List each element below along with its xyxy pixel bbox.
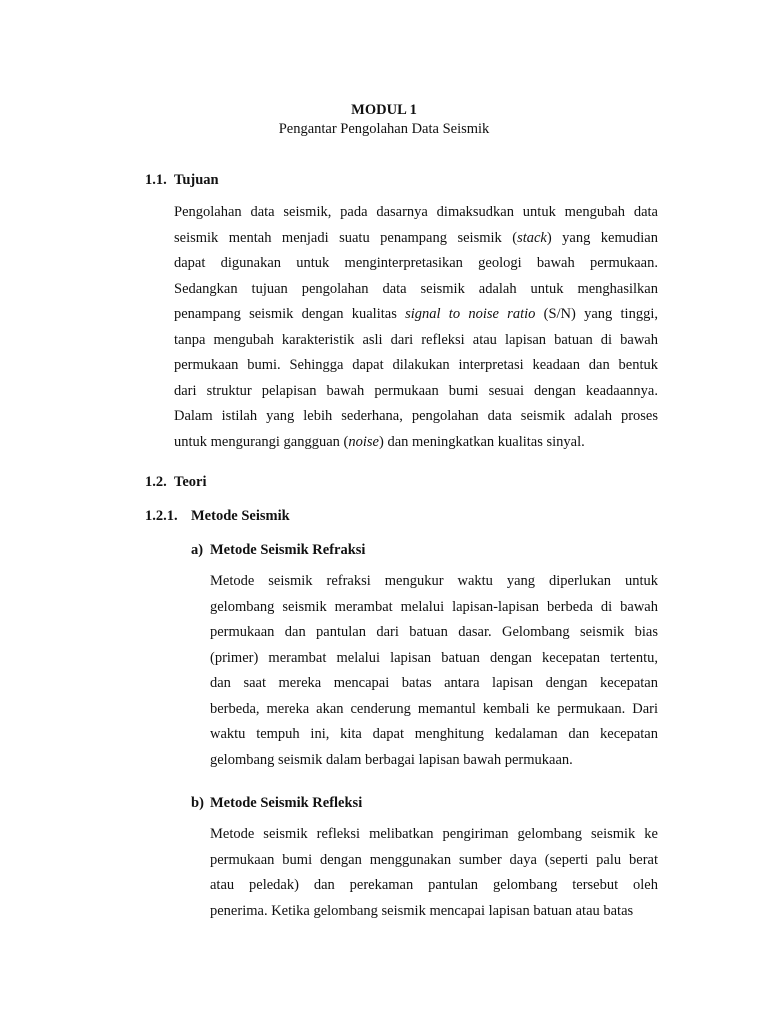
text-run: dapat digunakan untuk menginterpretasikan geologi bawah permukaan. <box>174 255 658 271</box>
module-subtitle: Pengantar Pengolahan Data Seismik <box>278 121 490 137</box>
heading-number: b) <box>191 795 204 811</box>
text-run: penerima. Ketika gelombang seismik mencapai lapisan batuan atau batas <box>210 902 634 919</box>
text-line <box>174 251 658 277</box>
heading-number: 1.2.1. <box>145 508 178 524</box>
heading-number: 1.1. <box>145 172 167 188</box>
text-line <box>210 873 658 899</box>
heading-label: Metode Seismik Refraksi <box>210 542 366 558</box>
text-line <box>210 748 658 774</box>
text-run: waktu tempuh ini, kita dapat menghitung kedalaman dan kecepatan <box>210 726 658 742</box>
heading-label: Teori <box>174 474 207 490</box>
italic-term: signal to noise ratio <box>405 306 536 322</box>
heading-label: Metode Seismik Refleksi <box>210 795 363 811</box>
text-run: Dalam istilah yang lebih sederhana, pengolahan data seismik adalah proses <box>174 408 658 424</box>
text-run: seismik mentah menjadi suatu penampang seismik ( <box>174 229 518 246</box>
text-run: gelombang seismik merambat melalui lapisan-lapisan berbeda di bawah <box>210 598 658 615</box>
text-line <box>174 302 658 328</box>
text-run: dari struktur pelapisan bawah permukaan bumi sesuai dengan keadaannya. <box>174 382 658 399</box>
text-run: ) yang kemudian <box>546 229 658 246</box>
text-run: atau peledak) dan perekaman pantulan gelombang tersebut oleh <box>210 877 658 893</box>
text-run: dan saat mereka mencapai batas antara lapisan dengan kecepatan <box>210 675 658 691</box>
text-run: ) dan meningkatkan kualitas sinyal. <box>378 433 585 450</box>
text-run: gelombang seismik dalam berbagai lapisan bawah permukaan. <box>210 751 573 768</box>
text-line <box>210 620 658 646</box>
text-line <box>174 328 658 354</box>
heading-number: 1.2. <box>145 474 167 490</box>
heading-number: a) <box>191 542 204 558</box>
module-title: MODUL 1 <box>351 102 417 118</box>
text-line <box>174 404 658 430</box>
text-run: berbeda, mereka akan cenderung memantul kembali ke permukaan. Dari <box>210 700 658 717</box>
text-line <box>174 379 658 405</box>
heading-a <box>191 542 365 559</box>
text-run: Pengolahan data seismik, pada dasarnya dimaksudkan untuk mengubah data <box>174 204 658 220</box>
text-run: (primer) merambat melalui lapisan batuan dengan kecepatan tertentu, <box>210 649 658 666</box>
heading-b <box>191 795 362 812</box>
text-line <box>210 848 658 874</box>
text-run: penampang seismik dengan kualitas <box>174 306 406 322</box>
text-line <box>174 430 658 456</box>
text-run: permukaan dan pantulan dari batuan dasar. Gelombang seismik bias <box>210 624 658 640</box>
paragraph-refleksi <box>210 822 658 924</box>
text-line <box>210 569 658 595</box>
text-run: Metode seismik refleksi melibatkan pengiriman gelombang seismik ke <box>210 826 658 842</box>
text-run: untuk mengurangi gangguan ( <box>174 433 349 450</box>
text-line <box>210 595 658 621</box>
text-line <box>174 353 658 379</box>
text-line <box>174 226 658 252</box>
text-line <box>210 671 658 697</box>
paragraph-tujuan <box>174 200 658 455</box>
heading-1-2-1 <box>145 508 290 525</box>
text-run: permukaan bumi. Sehingga dapat dilakukan interpretasi keadaan dan bentuk <box>174 357 658 373</box>
text-line <box>174 200 658 226</box>
text-run: tanpa mengubah karakteristik asli dari refleksi atau lapisan batuan di bawah <box>174 331 658 348</box>
text-run: permukaan bumi dengan menggunakan sumber daya (seperti palu berat <box>210 851 658 868</box>
heading-label: Tujuan <box>174 172 219 188</box>
text-line <box>174 277 658 303</box>
text-run: Sedangkan tujuan pengolahan data seismik adalah untuk menghasilkan <box>174 280 658 297</box>
italic-term: stack <box>517 229 547 246</box>
heading-1-2 <box>145 474 207 491</box>
text-run: Metode seismik refraksi mengukur waktu yang diperlukan untuk <box>210 573 658 589</box>
italic-term: noise <box>348 433 379 450</box>
text-run: (S/N) yang tinggi, <box>535 306 658 322</box>
text-line <box>210 899 658 925</box>
text-line <box>210 822 658 848</box>
text-line <box>210 722 658 748</box>
heading-1-1 <box>145 172 219 189</box>
heading-label: Metode Seismik <box>191 508 290 524</box>
text-line <box>210 697 658 723</box>
text-line <box>210 646 658 672</box>
paragraph-refraksi <box>210 569 658 773</box>
